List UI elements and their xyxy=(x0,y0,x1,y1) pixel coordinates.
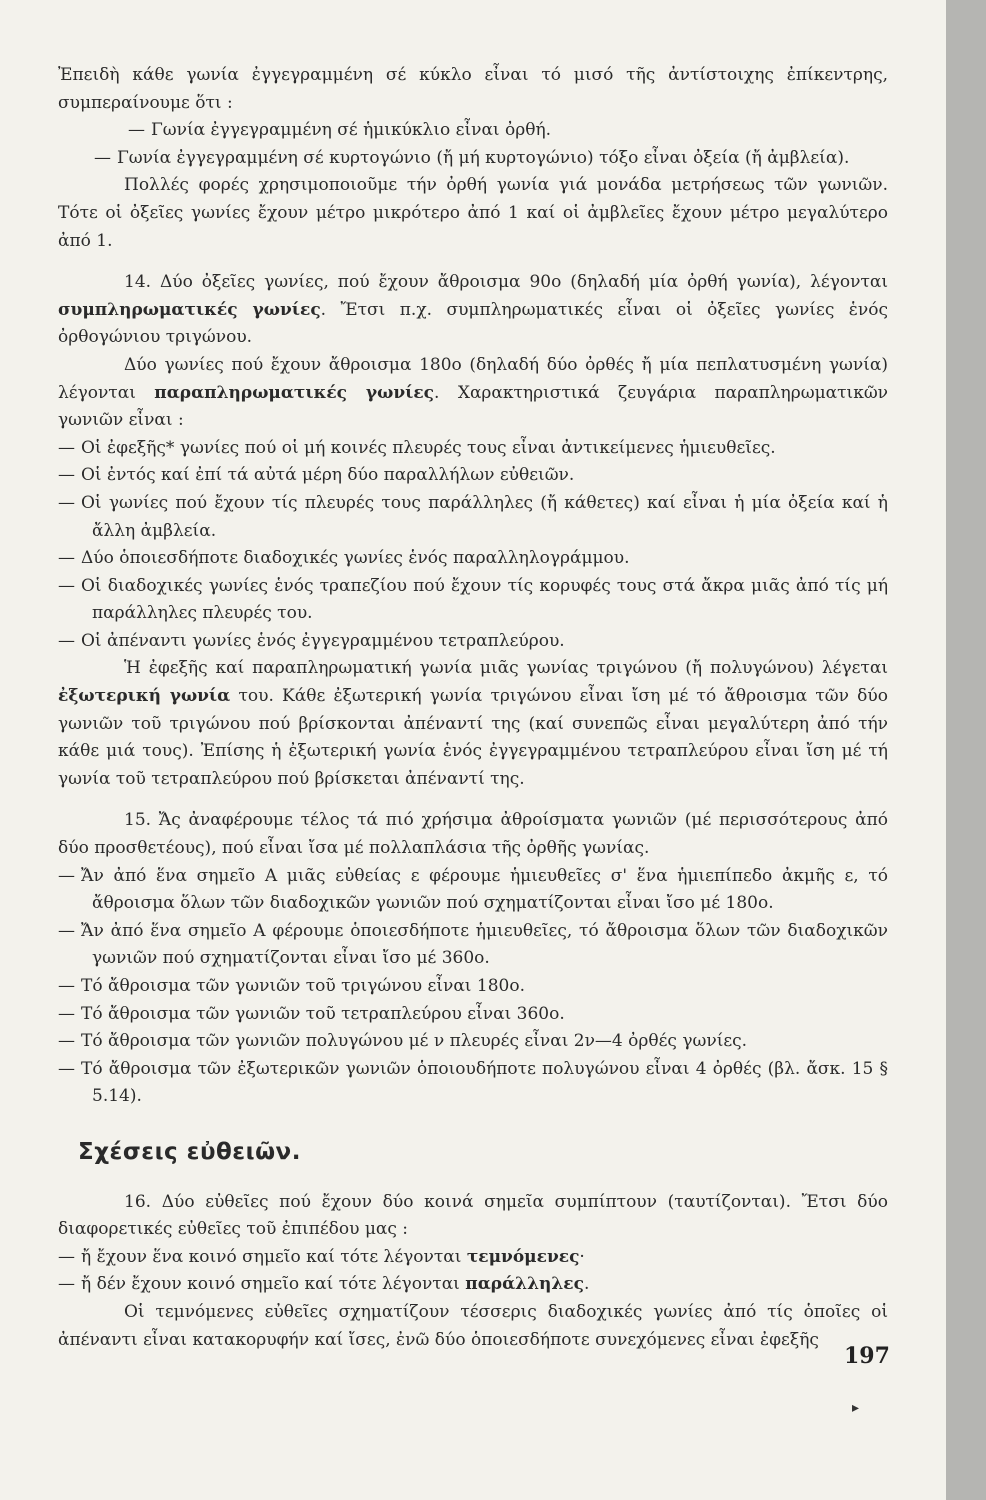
list-item: — Δύο ὁποιεσδήποτε διαδοχικές γωνίες ἑνός παραλληλογράμμου. xyxy=(58,548,630,569)
list-item: — Οἱ ἐντός καί ἐπί τά αὐτά μέρη δύο παραλλήλων εὐθειῶν. xyxy=(58,465,575,486)
term-exterior-angle: ἐξωτερική γωνία xyxy=(58,686,231,707)
section-heading: Σχέσεις εὐθειῶν. xyxy=(78,1138,301,1165)
section-15-paragraph: 15. Ἄς ἀναφέρουμε τέλος τά πιό χρήσιμα ἀθροίσματα γωνιῶν (μέ περισσότερους ἀπό δύο προσθετέους), πού εἶναι ἴσα μέ πολλαπλάσια τῆς ὀρθῆς γωνίας. xyxy=(58,810,888,859)
list-item: — Τό ἄθροισμα τῶν γωνιῶν τοῦ τριγώνου εἶναι 180ο. xyxy=(58,976,525,996)
section-14-paragraph: Δύο γωνίες πού ἔχουν ἄθροισμα 180ο (δηλαδή δύο ὀρθές ἤ μία πεπλατυσμένη γωνία) λέγονται παραπληρωματικές γωνίες. Χαρακτηριστικά ζευγάρια παραπληρωματικῶν γωνιῶν εἶναι : xyxy=(58,354,889,431)
list-item: — Οἱ διαδοχικές γωνίες ἑνός τραπεζίου πού ἔχουν τίς κορυφές τους στά ἄκρα μιᾶς ἀπό τίς μή παράλληλες πλευρές του. xyxy=(58,575,888,624)
intro-paragraph: Πολλές φορές χρησιμοποιοῦμε τήν ὀρθή γωνία γιά μονάδα μετρήσεως τῶν γωνιῶν. Τότε οἱ ὀξεῖες γωνίες ἔχουν μέτρο μικρότερο ἀπό 1 καί οἱ ἀμβλεῖες ἔχουν μέτρο μεγαλύτερο ἀπό 1. xyxy=(58,175,888,251)
section-16-paragraph: Οἱ τεμνόμενες εὐθεῖες σχηματίζουν τέσσερις διαδοχικές γωνίες ἀπό τίς ὁποῖες οἱ ἀπέναντι εἶναι κατακορυφήν καί ἴσες, ἐνῶ δύο ὁποιεσδήποτε συνεχόμενες εἶναι ἐφεξῆς xyxy=(58,1301,888,1350)
section-14-paragraph: Ἡ ἐφεξῆς καί παραπληρωματική γωνία μιᾶς γωνίας τριγώνου (ἤ πολυγώνου) λέγεται ἐξωτερική γωνία του. Κάθε ἐξωτερική γωνία τριγώνου εἶναι ἴση μέ τό ἄθροισμα τῶν δύο γωνιῶν τοῦ τριγώνου πού βρίσκονται ἀπέναντί της (καί συνεπῶς εἶναι μεγαλύτερη ἀπό τήν κάθε μιά τους). Ἐπίσης ἡ ἐξωτερική γωνία ἑνός ἐγγεγραμμένου τετραπλεύρου εἶναι ἴση μέ τή γωνία τοῦ τετραπλεύρου πού βρίσκεται ἀπέναντί της. xyxy=(58,658,888,789)
term-complementary: συμπληρωματικές γωνίες xyxy=(58,299,321,320)
list-item: — Οἱ ἐφεξῆς* γωνίες πού οἱ μή κοινές πλευρές τους εἶναι ἀντικείμενες ἡμιευθεῖες. xyxy=(58,437,776,458)
list-item: — ἤ ἔχουν ἕνα κοινό σημεῖο καί τότε λέγονται τεμνόμενες· xyxy=(58,1246,585,1267)
term-parallel: παράλληλες xyxy=(465,1274,584,1295)
list-item: — Ἄν ἀπό ἕνα σημεῖο Α μιᾶς εὐθείας ε φέρουμε ἡμιευθεῖες σ' ἕνα ἡμιεπίπεδο ἀκμῆς ε, τό ἄθροισμα ὅλων τῶν διαδοχικῶν γωνιῶν πού σχηματίζονται εἶναι ἴσο μέ 180ο. xyxy=(58,865,888,914)
list-item: — Ἄν ἀπό ἕνα σημεῖο Α φέρουμε ὁποιεσδήποτε ἡμιευθεῖες, τό ἄθροισμα ὅλων τῶν διαδοχικῶν γωνιῶν πού σχηματίζονται εἶναι ἴσο μέ 360ο. xyxy=(58,920,888,969)
intro-list-item: — Γωνία ἐγγεγραμμένη σέ κυρτογώνιο (ἤ μή κυρτογώνιο) τόξο εἶναι ὀξεία (ἤ ἀμβλεία). xyxy=(94,147,850,168)
term-supplementary: παραπληρωματικές γωνίες xyxy=(154,382,435,403)
intro-paragraph: Ἐπειδὴ κάθε γωνία ἐγγεγραμμένη σέ κύκλο εἶναι τό μισό τῆς ἀντίστοιχης ἐπίκεντρης, συμπεραίνουμε ὅτι : xyxy=(58,65,888,113)
list-item: — Τό ἄθροισμα τῶν ἐξωτερικῶν γωνιῶν ὁποιουδήποτε πολυγώνου εἶναι 4 ὀρθές (βλ. ἄσκ. 15 § 5.14). xyxy=(58,1058,888,1107)
page-body xyxy=(58,62,888,1354)
page-edge-shadow xyxy=(946,0,986,1500)
section-16-paragraph: 16. Δύο εὐθεῖες πού ἔχουν δύο κοινά σημεῖα συμπίπτουν (ταυτίζονται). Ἔτσι δύο διαφορετικές εὐθεῖες τοῦ ἐπιπέδου μας : xyxy=(58,1191,888,1240)
list-item: — Τό ἄθροισμα τῶν γωνιῶν τοῦ τετραπλεύρου εἶναι 360ο. xyxy=(58,1003,565,1024)
page-number: 197 xyxy=(844,1343,890,1369)
corner-mark: ▸ xyxy=(852,1400,860,1416)
list-item: — ἤ δέν ἔχουν κοινό σημεῖο καί τότε λέγονται παράλληλες. xyxy=(58,1274,590,1295)
list-item: — Οἱ ἀπέναντι γωνίες ἑνός ἐγγεγραμμένου τετραπλεύρου. xyxy=(58,630,565,651)
list-item: — Οἱ γωνίες πού ἔχουν τίς πλευρές τους παράλληλες (ἤ κάθετες) καί εἶναι ἡ μία ὀξεία καί ἡ ἄλλη ἀμβλεία. xyxy=(58,492,888,541)
intro-list-item: — Γωνία ἐγγεγραμμένη σέ ἡμικύκλιο εἶναι ὀρθή. xyxy=(128,120,552,141)
list-item: — Τό ἄθροισμα τῶν γωνιῶν πολυγώνου μέ ν πλευρές εἶναι 2ν—4 ὀρθές γωνίες. xyxy=(58,1031,748,1052)
term-intersecting: τεμνόμενες xyxy=(466,1246,580,1267)
section-14-paragraph: 14. Δύο ὀξεῖες γωνίες, πού ἔχουν ἄθροισμα 90ο (δηλαδή μία ὀρθή γωνία), λέγονται συμπληρωματικές γωνίες. Ἔτσι π.χ. συμπληρωματικές εἶναι οἱ ὀξεῖες γωνίες ἑνός ὀρθογώνιου τριγώνου. xyxy=(58,272,888,348)
